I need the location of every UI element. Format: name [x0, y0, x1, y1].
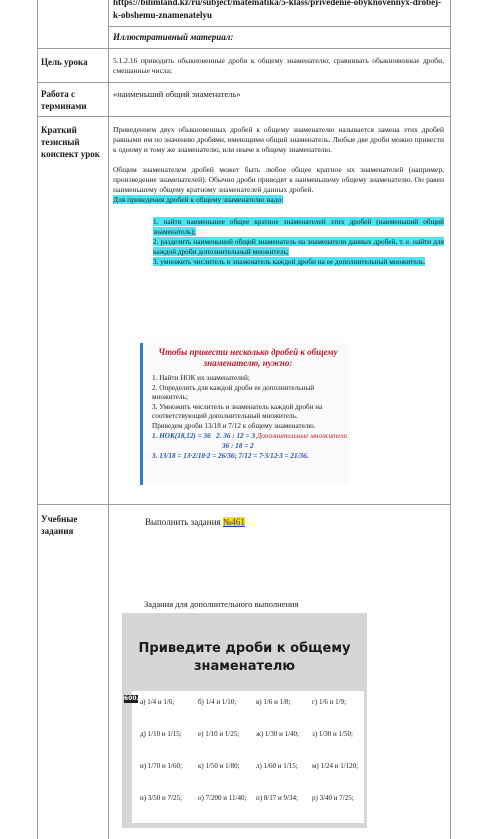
- exercise-grid: [124, 691, 364, 823]
- source-link[interactable]: https://bilimland.kz/ru/subject/matematika/5-klass/privedenie-obyknovennyx-drobej-k-obshemu-znamenatelyu: [113, 0, 442, 20]
- excerpt-item: 1. Найти НОК их знаменателей;: [152, 374, 250, 382]
- step-item: [153, 217, 444, 236]
- step-item: [153, 257, 444, 267]
- exercise-item: з) 1/30 и 1/50;: [312, 730, 353, 738]
- example-intro: Приведем дроби 13/18 и 7/12 к общему знаменателю.: [152, 422, 316, 430]
- factor-step-a: 2. 36 : 12 = 3: [216, 432, 255, 440]
- terms-label: Работа с терминами: [41, 89, 87, 111]
- exercise-item: г) 1/6 и 1/9;: [312, 698, 347, 706]
- row-divider: [37, 116, 450, 117]
- tasks-label: Учебные задания: [41, 514, 78, 536]
- summary-paragraph: Приведением двух обыкновенных дробей к общему знаменателю называется замена этих дробей равными им по значению дробями, имеющими общий знаменатель. Любые две дроби можно привести к одному и тому же знаменателю, или иначе к общему знаменателю.: [113, 125, 444, 154]
- goal-label: Цель урока: [41, 57, 88, 67]
- exercise-item: к) 1/50 и 1/80;: [198, 762, 240, 770]
- summary-label: Краткий тезисный конспект урок: [41, 125, 100, 159]
- row-divider: [37, 48, 450, 49]
- table-border-right: [450, 0, 451, 839]
- exercise-card-title: Приведите дроби к общему знаменателю: [138, 641, 351, 674]
- row-divider: [37, 504, 450, 505]
- textbook-excerpt: [140, 343, 350, 485]
- table-border-left: [37, 0, 38, 839]
- task-instruction: [145, 517, 245, 527]
- terms-text: «наименьший общий знаменатель»: [113, 89, 241, 99]
- exercise-number: 600.: [124, 695, 139, 702]
- exercise-item: л) 1/60 и 1/15;: [256, 762, 298, 770]
- exercise-item: а) 1/4 и 1/6;: [140, 698, 175, 706]
- excerpt-item: 2. Определить для каждой дроби ее дополнительный множитель;: [152, 384, 315, 401]
- conversion-step: 3. 13/18 = 13·2/18·2 = 26/36; 7/12 = 7·3/12·3 = 21/36.: [152, 452, 309, 460]
- example-step-1: [152, 432, 348, 441]
- exercise-item: р) 3/40 и 7/25;: [312, 794, 354, 802]
- exercise-item: п) 8/17 и 9/34;: [256, 794, 298, 802]
- factor-step-b: 36 : 18 = 2: [222, 442, 254, 450]
- excerpt-accent-bar: [140, 343, 143, 485]
- exercise-item: в) 1/6 и 1/8;: [256, 698, 291, 706]
- exercise-item: о) 7/200 и 11/40;: [198, 794, 247, 802]
- example-step-2: [152, 442, 348, 451]
- exercise-card: [122, 613, 367, 828]
- exercise-item: и) 1/70 и 1/60;: [140, 762, 182, 770]
- step-text: 2. разделить наименьший общий знаменатель на знаменатели данных дробей, т. е. найти для каждой дроби дополнительный множитель;: [153, 237, 444, 256]
- step-text: 1. найти наименьшее общее кратное знаменателей этих дробей (наименьший общий знаменатель);: [153, 217, 444, 236]
- illustrative-material-label: Иллюстративный материал:: [113, 32, 234, 42]
- summary-paragraph: Общим знаменателем дробей может быть любое общее кратное их знаменателей (например, произведение знаменателей). Обычно дроби приводят к наименьшему общему знаменателю. Он равен наименьшему общему кратному знаменателей данных дробей.: [113, 165, 444, 194]
- steps-list: [113, 217, 444, 267]
- task-text: Выполнить задания: [145, 517, 223, 527]
- table-border-middle: [108, 0, 109, 839]
- extra-tasks-title: Задания для дополнительного выполнения: [144, 599, 299, 609]
- factor-note: Дополнительные множители: [256, 432, 347, 440]
- row-divider: [37, 82, 450, 83]
- step-text: 3. умножить числитель и знаменатель каждой дроби на ее дополнительный множитель.: [153, 257, 426, 266]
- excerpt-title: Чтобы привести несколько дробей к общему знаменателю, нужно:: [158, 347, 338, 368]
- exercise-item: м) 1/24 и 1/120;: [312, 762, 359, 770]
- task-link[interactable]: №461: [222, 517, 245, 527]
- exercise-item: е) 1/10 и 1/25;: [198, 730, 240, 738]
- excerpt-item: 3. Умножить числитель и знаменатель каждой дроби на соответствующий дополнительный множитель.: [152, 403, 323, 420]
- excerpt-list: [152, 374, 348, 462]
- exercise-item: д) 1/10 и 1/15;: [140, 730, 182, 738]
- step-item: [153, 237, 444, 256]
- highlighted-instruction: Для приведения дробей к общему знаменателю надо:: [113, 195, 284, 204]
- exercise-item: н) 3/50 и 7/25;: [140, 794, 182, 802]
- exercise-item: ж) 1/30 и 1/40;: [256, 730, 299, 738]
- row-divider: [108, 26, 450, 27]
- example-step-3: [152, 452, 348, 461]
- summary-content: [113, 125, 444, 268]
- summary-instruction: [113, 195, 444, 205]
- goal-text: 5.1.2.16 приводить обыкновенные дроби к общему знаменателю; сравнивать обыкновенные дроби, смешанные числа;: [113, 56, 444, 75]
- lcm-step: 1. НОК(18,12) = 36: [152, 432, 211, 440]
- exercise-item: б) 1/4 и 1/10;: [198, 698, 237, 706]
